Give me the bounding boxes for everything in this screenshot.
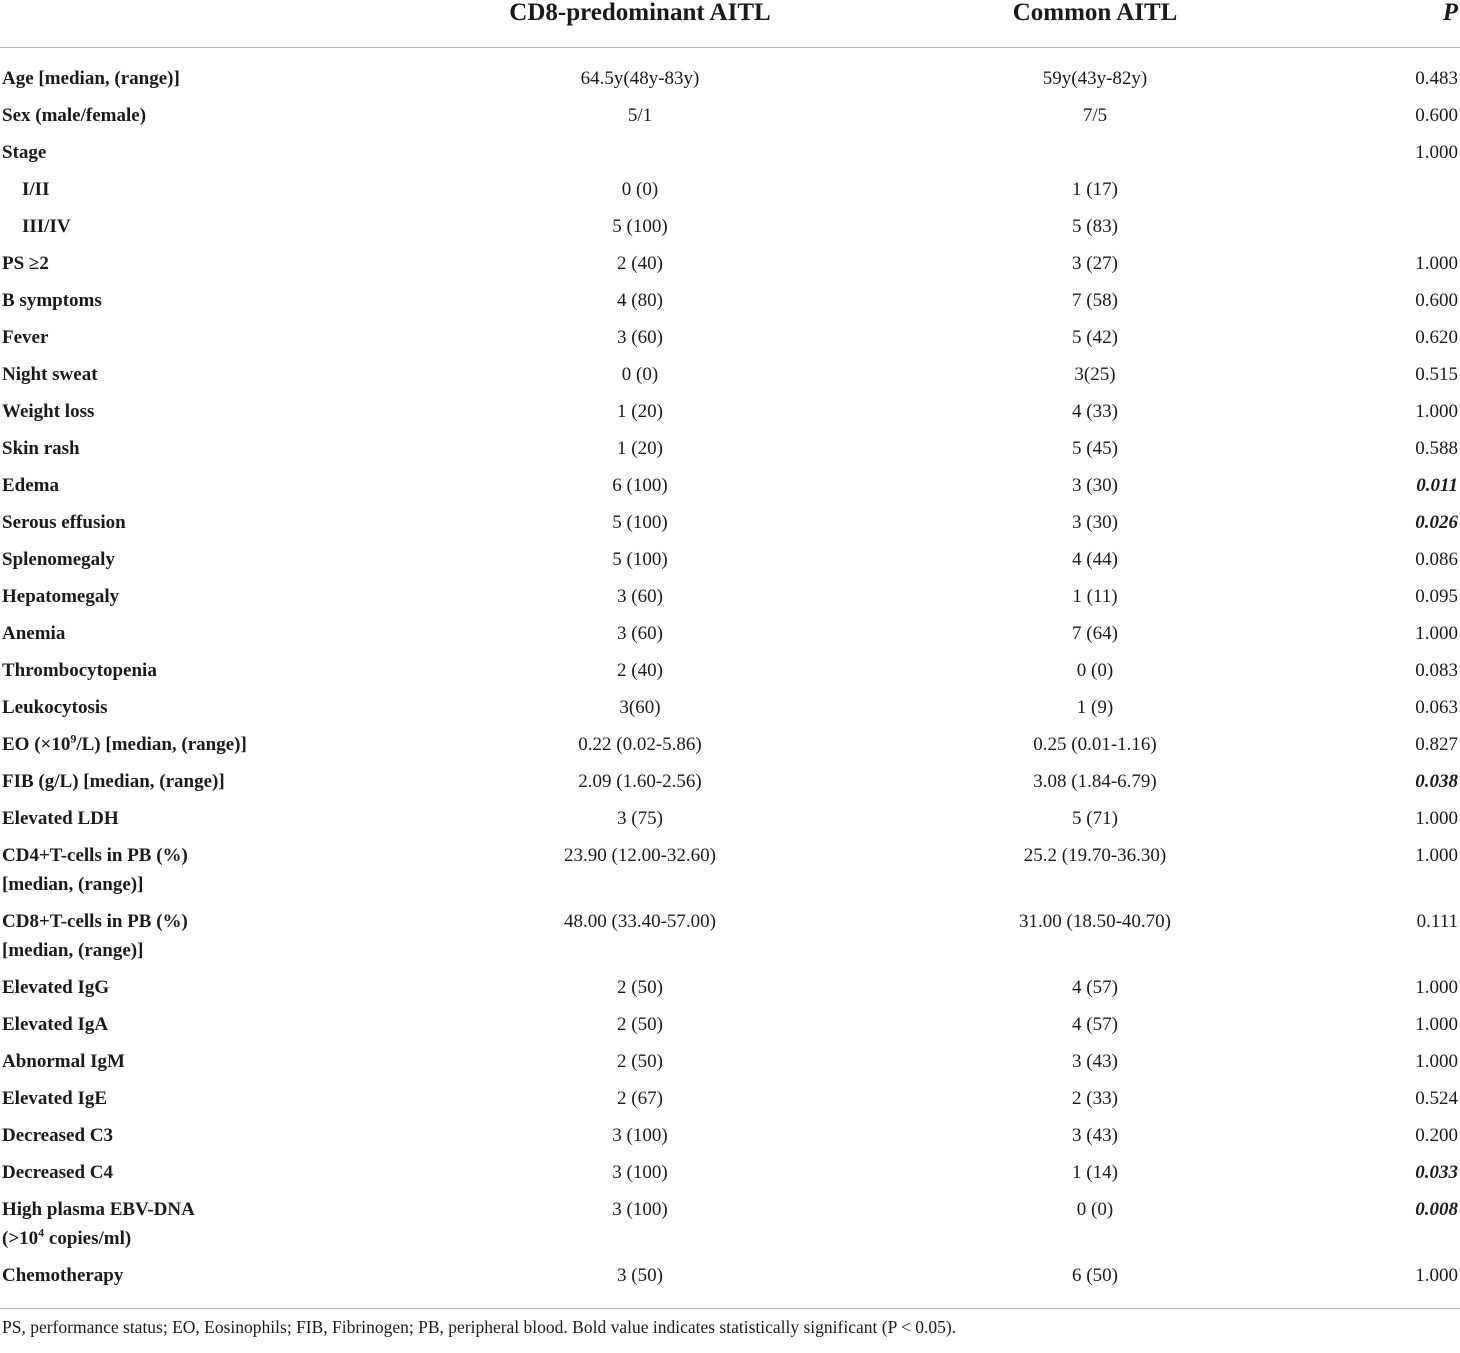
label-text: Decreased C4 xyxy=(2,1162,113,1183)
table-row xyxy=(0,541,1460,578)
table-row xyxy=(0,689,1460,726)
cd8-value: 64.5y(48y-83y) xyxy=(580,68,700,89)
common-value: 1 (11) xyxy=(1072,586,1118,607)
table-row xyxy=(0,467,1460,504)
common-value: 7 (58) xyxy=(1072,290,1118,311)
table-row xyxy=(0,1154,1460,1191)
label-text: copies/ml) xyxy=(44,1228,132,1249)
table-row xyxy=(0,97,1460,134)
common-value: 3 (43) xyxy=(1072,1051,1118,1072)
p-value: 1.000 xyxy=(1415,1014,1458,1035)
table-row xyxy=(0,969,1460,1006)
row-label xyxy=(0,969,420,1006)
p-value: 0.588 xyxy=(1415,438,1458,459)
cd8-value xyxy=(420,134,860,171)
label-text: Night sweat xyxy=(2,364,98,385)
common-value: 3 (27) xyxy=(1072,253,1118,274)
cd8-value: 3 (100) xyxy=(612,1199,668,1220)
common-value: 0 (0) xyxy=(1076,660,1114,681)
common-value: 31.00 (18.50-40.70) xyxy=(1019,911,1171,932)
common-value: 1 (17) xyxy=(1072,179,1118,200)
common-value: 5 (42) xyxy=(1072,327,1118,348)
p-value: 0.095 xyxy=(1415,586,1458,607)
common-value: 59y(43y-82y) xyxy=(1042,68,1148,89)
label-text: Fever xyxy=(2,327,49,348)
p-value xyxy=(1330,171,1460,208)
table-row xyxy=(0,356,1460,393)
row-label xyxy=(0,578,420,615)
label-text: Anemia xyxy=(2,623,66,644)
p-value: 1.000 xyxy=(1415,977,1458,998)
p-value: 0.011 xyxy=(1416,475,1458,496)
label-text: Abnormal IgM xyxy=(2,1051,125,1072)
table-row xyxy=(0,245,1460,282)
table-row xyxy=(0,837,1460,903)
cd8-value: 3(60) xyxy=(619,697,661,718)
label-text: (>10 xyxy=(2,1228,39,1249)
cd8-value: 6 (100) xyxy=(612,475,668,496)
p-value: 0.033 xyxy=(1415,1162,1458,1183)
header-common-aitl: Common AITL xyxy=(860,0,1330,48)
label-text: PS ≥2 xyxy=(2,253,49,274)
row-label xyxy=(0,615,420,652)
table-row xyxy=(0,726,1460,763)
cd8-value: 48.00 (33.40-57.00) xyxy=(564,911,716,932)
p-value: 1.000 xyxy=(1415,1051,1458,1072)
cd8-value: 3 (100) xyxy=(612,1162,668,1183)
table-row xyxy=(0,615,1460,652)
table-row xyxy=(0,282,1460,319)
table-row xyxy=(0,903,1460,969)
row-label xyxy=(0,208,420,245)
common-value: 3.08 (1.84-6.79) xyxy=(1033,771,1157,792)
cd8-value: 23.90 (12.00-32.60) xyxy=(564,845,716,866)
label-text: Weight loss xyxy=(2,401,95,422)
cd8-value: 3 (100) xyxy=(612,1125,668,1146)
cd8-value: 2.09 (1.60-2.56) xyxy=(578,771,702,792)
cd8-value: 3 (60) xyxy=(617,327,663,348)
row-label xyxy=(0,800,420,837)
p-value: 0.038 xyxy=(1415,771,1458,792)
p-value: 0.008 xyxy=(1415,1199,1458,1220)
label-text: Elevated IgA xyxy=(2,1014,109,1035)
p-value: 0.620 xyxy=(1415,327,1458,348)
row-label xyxy=(0,1080,420,1117)
common-value: 5 (71) xyxy=(1072,808,1118,829)
label-text: Hepatomegaly xyxy=(2,586,120,607)
header-cd8-predominant: CD8-predominant AITL xyxy=(420,0,860,48)
p-value: 0.483 xyxy=(1415,68,1458,89)
label-text: Decreased C3 xyxy=(2,1125,113,1146)
p-value: 1.000 xyxy=(1415,401,1458,422)
p-value: 1.000 xyxy=(1415,253,1458,274)
label-text: Elevated IgE xyxy=(2,1088,108,1109)
common-value: 3 (30) xyxy=(1072,512,1118,533)
row-label xyxy=(0,763,420,800)
common-value: 0 (0) xyxy=(1076,1199,1114,1220)
p-value: 1.000 xyxy=(1415,623,1458,644)
label-text: Splenomegaly xyxy=(2,549,115,570)
p-value: 0.200 xyxy=(1415,1125,1458,1146)
table-row xyxy=(0,504,1460,541)
cd8-value: 5 (100) xyxy=(612,512,668,533)
p-value: 0.083 xyxy=(1415,660,1458,681)
row-label xyxy=(0,171,420,208)
header-p-value: P xyxy=(1330,0,1460,48)
common-value: 25.2 (19.70-36.30) xyxy=(1023,845,1167,866)
cd8-value: 2 (50) xyxy=(617,977,663,998)
label-text: Chemotherapy xyxy=(2,1265,124,1286)
label-text: High plasma EBV-DNA xyxy=(2,1199,195,1220)
row-label xyxy=(0,652,420,689)
row-label xyxy=(0,1117,420,1154)
label-text: Elevated LDH xyxy=(2,808,119,829)
header-label-column xyxy=(0,0,420,48)
cd8-value: 0.22 (0.02-5.86) xyxy=(578,734,702,755)
common-value: 5 (83) xyxy=(1072,216,1118,237)
label-text: CD8+T-cells in PB (%) xyxy=(2,911,188,932)
common-value: 1 (14) xyxy=(1072,1162,1118,1183)
cd8-value: 2 (40) xyxy=(617,253,663,274)
row-label xyxy=(0,319,420,356)
p-value: 0.086 xyxy=(1415,549,1458,570)
common-value: 2 (33) xyxy=(1072,1088,1118,1109)
common-value: 1 (9) xyxy=(1076,697,1114,718)
label-text: B symptoms xyxy=(2,290,102,311)
common-value: 4 (44) xyxy=(1072,549,1118,570)
common-value: 7/5 xyxy=(1082,105,1108,126)
label-text: Skin rash xyxy=(2,438,80,459)
table-row xyxy=(0,763,1460,800)
label-text: Edema xyxy=(2,475,59,496)
cd8-value: 3 (75) xyxy=(617,808,663,829)
p-value: 0.600 xyxy=(1415,290,1458,311)
p-value: 0.026 xyxy=(1415,512,1458,533)
label-text: Leukocytosis xyxy=(2,697,108,718)
row-label xyxy=(0,1006,420,1043)
table-row xyxy=(0,800,1460,837)
label-text: /L) [median, (range)] xyxy=(76,734,247,755)
row-label xyxy=(0,245,420,282)
cd8-value: 3 (60) xyxy=(617,623,663,644)
cd8-value: 1 (20) xyxy=(617,401,663,422)
p-value: 0.600 xyxy=(1415,105,1458,126)
row-label xyxy=(0,1191,420,1257)
label-text: Elevated IgG xyxy=(2,977,110,998)
table-header-row xyxy=(0,0,1460,48)
table-row xyxy=(0,48,1460,98)
table-row xyxy=(0,208,1460,245)
common-value: 4 (57) xyxy=(1072,977,1118,998)
table-row xyxy=(0,1006,1460,1043)
cd8-value: 5 (100) xyxy=(612,216,668,237)
row-label xyxy=(0,430,420,467)
table-row xyxy=(0,134,1460,171)
table-row xyxy=(0,430,1460,467)
cd8-value: 3 (60) xyxy=(617,586,663,607)
row-label xyxy=(0,1257,420,1309)
row-label xyxy=(0,1154,420,1191)
p-value: 1.000 xyxy=(1415,845,1458,866)
table-row xyxy=(0,578,1460,615)
cd8-value: 2 (40) xyxy=(617,660,663,681)
table-row xyxy=(0,1080,1460,1117)
label-text: Serous effusion xyxy=(2,512,126,533)
cd8-value: 4 (80) xyxy=(617,290,663,311)
label-text: [median, (range)] xyxy=(2,940,144,961)
row-label xyxy=(0,726,420,763)
row-label xyxy=(0,504,420,541)
row-label xyxy=(0,48,420,98)
table-row xyxy=(0,1117,1460,1154)
label-text: I/II xyxy=(22,179,50,200)
cd8-value: 5 (100) xyxy=(612,549,668,570)
common-value: 0.25 (0.01-1.16) xyxy=(1033,734,1157,755)
row-label xyxy=(0,467,420,504)
table-footnote: PS, performance status; EO, Eosinophils; FIB, Fibrinogen; PB, peripheral blood. Bold value indicates statistically significant (P < 0.05). xyxy=(0,1309,1460,1342)
footnote-row xyxy=(0,1309,1460,1342)
p-value: 1.000 xyxy=(1415,1265,1458,1286)
table-row xyxy=(0,393,1460,430)
table-row xyxy=(0,319,1460,356)
label-text: Sex (male/female) xyxy=(2,105,147,126)
p-value: 1.000 xyxy=(1415,142,1458,163)
cd8-value: 5/1 xyxy=(627,105,653,126)
row-label xyxy=(0,1043,420,1080)
table-body xyxy=(0,48,1460,1309)
label-superscript: 4 xyxy=(38,1225,45,1240)
common-value: 4 (57) xyxy=(1072,1014,1118,1035)
table-row xyxy=(0,1191,1460,1257)
table-row xyxy=(0,171,1460,208)
table-row xyxy=(0,1257,1460,1309)
common-value: 4 (33) xyxy=(1072,401,1118,422)
label-text: CD4+T-cells in PB (%) xyxy=(2,845,188,866)
p-value: 0.827 xyxy=(1415,734,1458,755)
cd8-value: 0 (0) xyxy=(621,179,659,200)
row-label xyxy=(0,97,420,134)
common-value: 6 (50) xyxy=(1072,1265,1118,1286)
label-text: FIB (g/L) [median, (range)] xyxy=(2,771,225,792)
label-text: Thrombocytopenia xyxy=(2,660,157,681)
row-label xyxy=(0,837,420,903)
common-value: 3 (30) xyxy=(1072,475,1118,496)
label-text: III/IV xyxy=(22,216,71,237)
p-value: 0.524 xyxy=(1415,1088,1458,1109)
cd8-value: 2 (67) xyxy=(617,1088,663,1109)
cd8-value: 1 (20) xyxy=(617,438,663,459)
cd8-value: 2 (50) xyxy=(617,1051,663,1072)
p-value: 0.515 xyxy=(1415,364,1458,385)
p-value: 0.063 xyxy=(1415,697,1458,718)
row-label xyxy=(0,541,420,578)
row-label xyxy=(0,282,420,319)
label-superscript: 9 xyxy=(70,731,77,746)
common-value: 3 (43) xyxy=(1072,1125,1118,1146)
label-text: EO (×10 xyxy=(2,734,71,755)
common-value: 5 (45) xyxy=(1072,438,1118,459)
common-value xyxy=(860,134,1330,171)
common-value: 7 (64) xyxy=(1072,623,1118,644)
common-value: 3(25) xyxy=(1074,364,1116,385)
row-label xyxy=(0,356,420,393)
label-text: Stage xyxy=(2,142,47,163)
row-label xyxy=(0,903,420,969)
p-value: 1.000 xyxy=(1415,808,1458,829)
row-label xyxy=(0,393,420,430)
table-row xyxy=(0,652,1460,689)
cd8-value: 3 (50) xyxy=(617,1265,663,1286)
p-value: 0.111 xyxy=(1416,911,1458,932)
cd8-value: 0 (0) xyxy=(621,364,659,385)
row-label xyxy=(0,689,420,726)
cd8-value: 2 (50) xyxy=(617,1014,663,1035)
label-text: Age [median, (range)] xyxy=(2,68,180,89)
table-row xyxy=(0,1043,1460,1080)
label-text: [median, (range)] xyxy=(2,874,144,895)
row-label xyxy=(0,134,420,171)
p-value xyxy=(1330,208,1460,245)
